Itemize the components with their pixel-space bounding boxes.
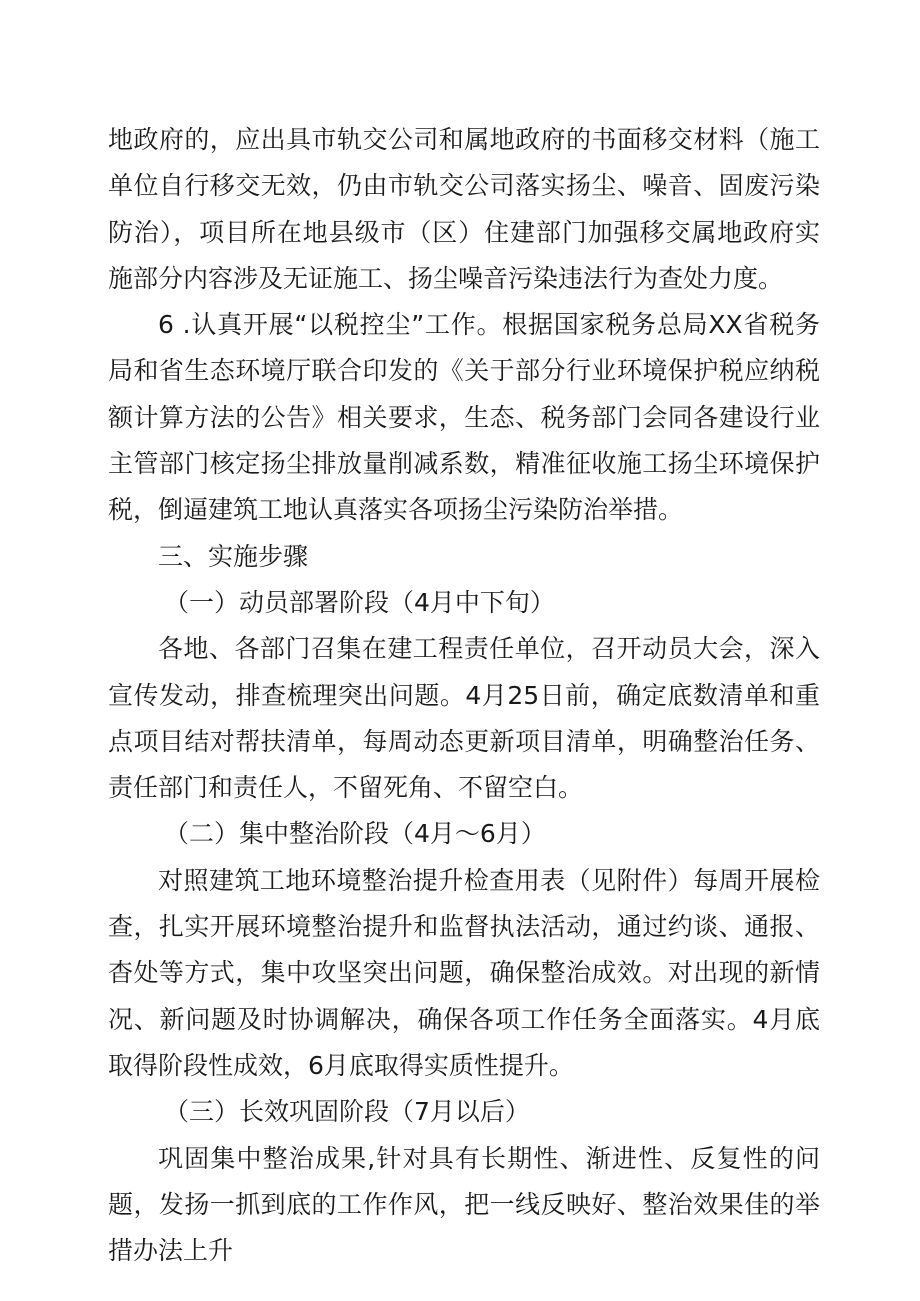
paragraph-mobilization: 各地、各部门召集在建工程责任单位，召开动员大会，深入宣传发动，排查梳理突出问题。4月25日前，确定底数清单和重点项目结对帮扶清单，每周动态更新项目清单，明确整治任务、责任部门和责任人，不留死角、不留空白。 — [108, 634, 820, 803]
paragraph-tax-dust-control: 6 .认真开展“以税控尘”工作。根据国家税务总局XX省税务局和省生态环境厅联合印发的《关于部分行业环境保护税应纳税额计算方法的公告》相关要求，生态、税务部门会同各建设行业主管部门核定扬尘排放量削减系数，精准征收施工扬尘环境保护税，倒逼建筑工地认真落实各项扬尘污染防治举措。 — [108, 310, 820, 525]
paragraph-consolidation: 巩固集中整治成果,针对具有长期性、渐进性、反复性的问题，发扬一抓到底的工作作风，把一线反映好、整治效果佳的举措办法上升 — [108, 1143, 820, 1266]
paragraph-continuation: 地政府的，应出具市轨交公司和属地政府的书面移交材料（施工单位自行移交无效，仍由市轨交公司落实扬尘、噪音、固废污染防治），项目所在地县级市（区）住建部门加强移交属地政府实施部分内容涉及无证施工、扬尘噪音污染违法行为查处力度。 — [108, 125, 820, 293]
subheading-mobilization-stage: （一）动员部署阶段（4月中下旬） — [164, 587, 555, 617]
subheading-rectification-stage: （二）集中整治阶段（4月～6月） — [164, 819, 546, 849]
paragraph-rectification: 对照建筑工地环境整治提升检查用表（见附件）每周开展检查，扎实开展环境整治提升和监督执法活动，通过约谈、通报、杳处等方式，集中攻坚突出问题，确保整治成效。对出现的新情况、新问题及时协调解决，确保各项工作任务全面落实。4月底取得阶段性成效，6月底取得实质性提升。 — [108, 865, 820, 1080]
section-heading-implementation-steps: 三、实施步骤 — [158, 541, 309, 571]
subheading-consolidation-stage: （三）长效巩固阶段（7月以后） — [164, 1097, 530, 1127]
